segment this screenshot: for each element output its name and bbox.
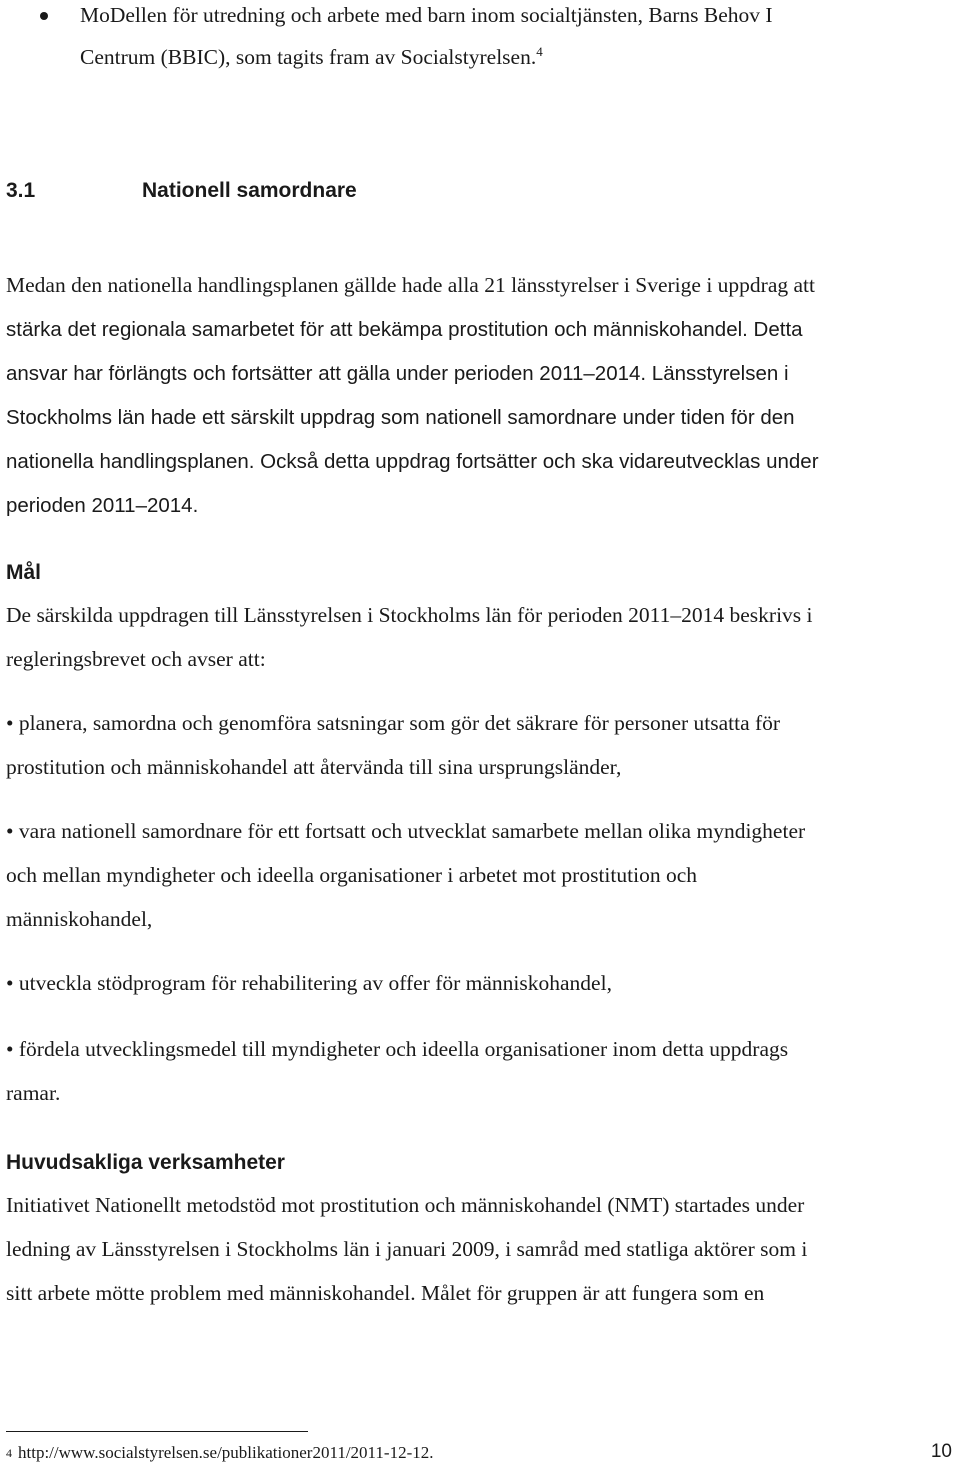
section-number: 3.1 bbox=[6, 179, 36, 202]
paragraph-line-sans: stärka det regionala samarbetet för att bekämpa prostitution och människohandel. bbox=[6, 318, 748, 341]
footnote-mark: 4 bbox=[6, 1446, 12, 1460]
footnote-link[interactable]: http://www.socialstyrelsen.se/publikationer2011/2011-12-12. bbox=[18, 1443, 434, 1462]
footnote-reference[interactable]: 4 bbox=[536, 43, 543, 59]
paragraph-line-sans: Detta bbox=[747, 318, 803, 341]
list-item-continuation: prostitution och människohandel att återvända till sina ursprungsländer, bbox=[6, 755, 622, 779]
list-item: • fördela utvecklingsmedel till myndigheter och ideella organisationer inom detta uppdrags bbox=[6, 1037, 789, 1061]
intro-bullet-line-2-text: Centrum (BBIC), som tagits fram av Socialstyrelsen. bbox=[80, 45, 537, 69]
list-item-continuation: och mellan myndigheter och ideella organisationer i arbetet mot prostitution och bbox=[6, 863, 697, 887]
list-item: • vara nationell samordnare för ett fortsatt och utvecklat samarbete mellan olika myndigheter bbox=[6, 819, 806, 843]
paragraph-line bbox=[6, 446, 819, 477]
paragraph-line-sans: Också detta uppdrag fortsätter och ska vidareutvecklas under bbox=[254, 450, 819, 473]
paragraph-line: Initiativet Nationellt metodstöd mot prostitution och människohandel (NMT) startades under bbox=[6, 1193, 805, 1217]
list-item-continuation: ramar. bbox=[6, 1081, 61, 1105]
paragraph-line-sans: ansvar har förlängts och fortsätter att gälla under perioden 2011–2014. bbox=[6, 362, 647, 385]
intro-bullet-line-2 bbox=[80, 42, 543, 72]
list-item: • utveckla stödprogram för rehabilitering av offer för människohandel, bbox=[6, 971, 612, 995]
paragraph-line-sans: Länsstyrelsen i bbox=[646, 362, 789, 385]
list-item-continuation: människohandel, bbox=[6, 907, 153, 931]
paragraph-line bbox=[6, 314, 803, 345]
paragraph-line bbox=[6, 402, 795, 433]
paragraph-line: sitt arbete mötte problem med människohandel. Målet för gruppen är att fungera som en bbox=[6, 1281, 765, 1305]
bullet-disc-icon bbox=[40, 12, 48, 20]
paragraph-line: ledning av Länsstyrelsen i Stockholms län i januari 2009, i samråd med statliga aktörer som i bbox=[6, 1237, 808, 1261]
paragraph-line bbox=[6, 490, 198, 521]
paragraph-line bbox=[6, 358, 789, 389]
intro-bullet-line-1: MoDellen för utredning och arbete med barn inom socialtjänsten, Barns Behov I bbox=[80, 3, 773, 27]
footnote bbox=[6, 1442, 434, 1464]
paragraph-line: Medan den nationella handlingsplanen gällde hade alla 21 länsstyrelser i Sverige i uppdrag att bbox=[6, 273, 815, 297]
heading-huvudsakliga-verksamheter: Huvudsakliga verksamheter bbox=[6, 1151, 285, 1174]
heading-mal: Mål bbox=[6, 561, 42, 584]
footnote-divider bbox=[6, 1431, 308, 1432]
page-number: 10 bbox=[930, 1441, 952, 1462]
paragraph-line-sans: perioden 2011–2014. bbox=[6, 494, 199, 517]
section-title: Nationell samordnare bbox=[142, 179, 357, 202]
paragraph-line-sans: Stockholms län hade ett särskilt uppdrag som nationell samordnare under tiden för den bbox=[6, 406, 795, 429]
paragraph-line: regleringsbrevet och avser att: bbox=[6, 647, 266, 671]
intro-bullet bbox=[0, 0, 960, 76]
paragraph-line-sans: nationella handlingsplanen. bbox=[6, 450, 255, 473]
list-item: • planera, samordna och genomföra satsningar som gör det säkrare för personer utsatta för bbox=[6, 711, 781, 735]
paragraph-line: De särskilda uppdragen till Länsstyrelsen i Stockholms län för perioden 2011–2014 beskrivs i bbox=[6, 603, 813, 627]
